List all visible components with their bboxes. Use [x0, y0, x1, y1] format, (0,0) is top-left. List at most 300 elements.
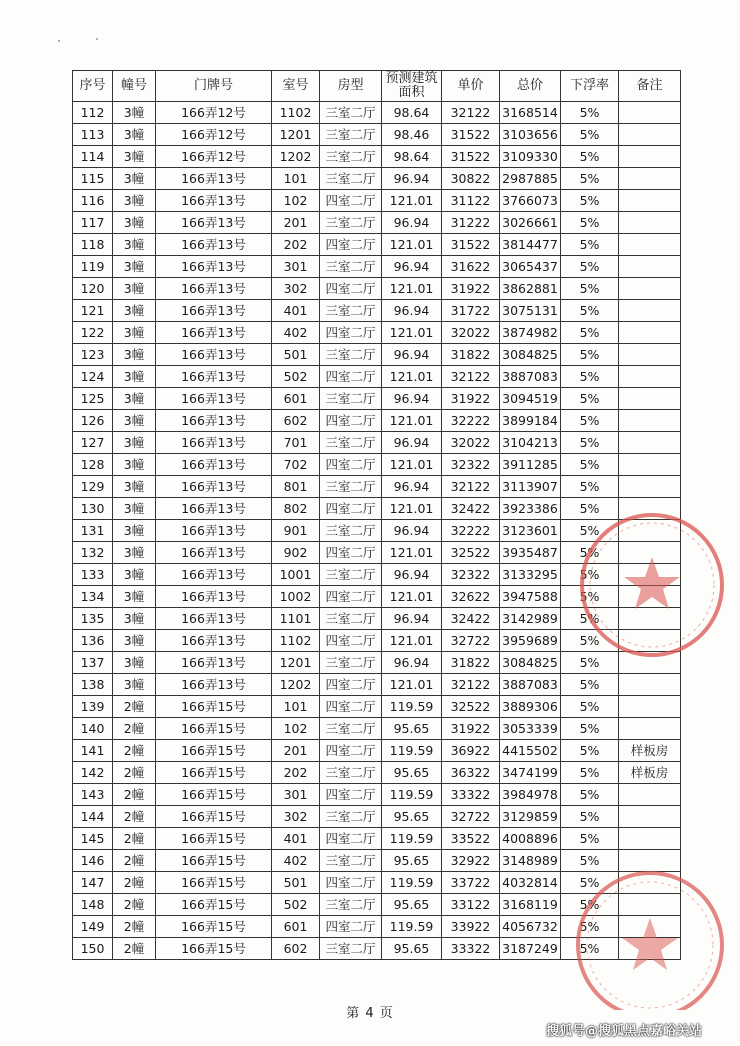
cell-room-no: 1201 [272, 124, 320, 146]
cell-layout: 四室二厅 [320, 586, 382, 608]
cell-building: 3幢 [113, 608, 156, 630]
cell-door-no: 166弄13号 [156, 652, 272, 674]
cell-discount: 5% [561, 806, 619, 828]
cell-seq: 124 [73, 366, 113, 388]
cell-discount: 5% [561, 872, 619, 894]
cell-remark [619, 586, 681, 608]
cell-unit-price: 32322 [442, 564, 500, 586]
cell-seq: 118 [73, 234, 113, 256]
cell-area: 121.01 [382, 630, 442, 652]
cell-room-no: 601 [272, 388, 320, 410]
cell-discount: 5% [561, 696, 619, 718]
cell-room-no: 1102 [272, 630, 320, 652]
col-header-discount: 下浮率 [561, 71, 619, 102]
cell-door-no: 166弄13号 [156, 322, 272, 344]
cell-building: 3幢 [113, 278, 156, 300]
cell-layout: 四室二厅 [320, 234, 382, 256]
cell-room-no: 402 [272, 850, 320, 872]
cell-total-price: 3923386 [500, 498, 561, 520]
cell-area: 119.59 [382, 916, 442, 938]
table-row [73, 278, 681, 300]
table-row [73, 762, 681, 784]
cell-discount: 5% [561, 454, 619, 476]
cell-building: 3幢 [113, 190, 156, 212]
cell-room-no: 402 [272, 322, 320, 344]
cell-door-no: 166弄15号 [156, 784, 272, 806]
cell-building: 3幢 [113, 520, 156, 542]
cell-door-no: 166弄12号 [156, 146, 272, 168]
cell-discount: 5% [561, 300, 619, 322]
cell-seq: 121 [73, 300, 113, 322]
cell-layout: 三室二厅 [320, 718, 382, 740]
cell-door-no: 166弄15号 [156, 872, 272, 894]
col-header-seq: 序号 [73, 71, 113, 102]
cell-area: 119.59 [382, 872, 442, 894]
table-row [73, 784, 681, 806]
cell-area: 119.59 [382, 828, 442, 850]
table-row [73, 300, 681, 322]
table-row [73, 916, 681, 938]
cell-remark [619, 828, 681, 850]
table-row [73, 498, 681, 520]
cell-total-price: 3109330 [500, 146, 561, 168]
cell-area: 121.01 [382, 454, 442, 476]
cell-remark [619, 234, 681, 256]
cell-layout: 四室二厅 [320, 784, 382, 806]
cell-remark [619, 784, 681, 806]
cell-building: 2幢 [113, 872, 156, 894]
cell-remark [619, 102, 681, 124]
cell-door-no: 166弄15号 [156, 828, 272, 850]
cell-total-price: 3104213 [500, 432, 561, 454]
cell-seq: 136 [73, 630, 113, 652]
cell-total-price: 3148989 [500, 850, 561, 872]
cell-remark [619, 322, 681, 344]
cell-room-no: 302 [272, 278, 320, 300]
cell-remark [619, 146, 681, 168]
cell-area: 121.01 [382, 498, 442, 520]
cell-layout: 四室二厅 [320, 322, 382, 344]
cell-total-price: 2987885 [500, 168, 561, 190]
cell-unit-price: 32122 [442, 674, 500, 696]
cell-layout: 三室二厅 [320, 300, 382, 322]
cell-remark [619, 124, 681, 146]
cell-discount: 5% [561, 652, 619, 674]
table-row [73, 520, 681, 542]
cell-area: 96.94 [382, 564, 442, 586]
cell-building: 3幢 [113, 322, 156, 344]
cell-layout: 四室二厅 [320, 630, 382, 652]
cell-door-no: 166弄13号 [156, 630, 272, 652]
cell-area: 95.65 [382, 806, 442, 828]
cell-remark [619, 498, 681, 520]
cell-unit-price: 32922 [442, 850, 500, 872]
cell-discount: 5% [561, 630, 619, 652]
cell-remark [619, 256, 681, 278]
cell-total-price: 4008896 [500, 828, 561, 850]
cell-unit-price: 33522 [442, 828, 500, 850]
cell-discount: 5% [561, 366, 619, 388]
cell-total-price: 3862881 [500, 278, 561, 300]
cell-unit-price: 36922 [442, 740, 500, 762]
cell-door-no: 166弄13号 [156, 608, 272, 630]
cell-layout: 四室二厅 [320, 454, 382, 476]
cell-remark: 样板房 [619, 740, 681, 762]
cell-room-no: 902 [272, 542, 320, 564]
cell-building: 2幢 [113, 784, 156, 806]
cell-door-no: 166弄12号 [156, 124, 272, 146]
cell-door-no: 166弄13号 [156, 256, 272, 278]
table-row [73, 542, 681, 564]
cell-total-price: 3123601 [500, 520, 561, 542]
table-body [73, 102, 681, 960]
cell-door-no: 166弄13号 [156, 168, 272, 190]
cell-room-no: 602 [272, 938, 320, 960]
cell-layout: 三室二厅 [320, 806, 382, 828]
cell-layout: 三室二厅 [320, 102, 382, 124]
cell-seq: 150 [73, 938, 113, 960]
cell-layout: 三室二厅 [320, 938, 382, 960]
cell-layout: 四室二厅 [320, 828, 382, 850]
cell-seq: 147 [73, 872, 113, 894]
cell-area: 96.94 [382, 256, 442, 278]
cell-discount: 5% [561, 278, 619, 300]
cell-seq: 133 [73, 564, 113, 586]
cell-area: 121.01 [382, 366, 442, 388]
cell-unit-price: 31822 [442, 344, 500, 366]
cell-room-no: 202 [272, 234, 320, 256]
cell-remark [619, 916, 681, 938]
cell-discount: 5% [561, 124, 619, 146]
cell-remark [619, 476, 681, 498]
cell-layout: 三室二厅 [320, 894, 382, 916]
cell-building: 2幢 [113, 806, 156, 828]
table-row [73, 366, 681, 388]
cell-door-no: 166弄13号 [156, 586, 272, 608]
cell-seq: 112 [73, 102, 113, 124]
cell-seq: 139 [73, 696, 113, 718]
cell-layout: 三室二厅 [320, 476, 382, 498]
cell-area: 95.65 [382, 762, 442, 784]
cell-building: 3幢 [113, 432, 156, 454]
cell-layout: 三室二厅 [320, 256, 382, 278]
cell-discount: 5% [561, 102, 619, 124]
cell-door-no: 166弄13号 [156, 564, 272, 586]
cell-discount: 5% [561, 146, 619, 168]
table-row [73, 564, 681, 586]
cell-discount: 5% [561, 828, 619, 850]
cell-total-price: 3947588 [500, 586, 561, 608]
cell-total-price: 3168119 [500, 894, 561, 916]
cell-door-no: 166弄13号 [156, 432, 272, 454]
cell-layout: 四室二厅 [320, 696, 382, 718]
cell-room-no: 1202 [272, 674, 320, 696]
cell-unit-price: 31522 [442, 234, 500, 256]
cell-layout: 三室二厅 [320, 608, 382, 630]
cell-unit-price: 32422 [442, 498, 500, 520]
cell-room-no: 102 [272, 190, 320, 212]
table-row [73, 146, 681, 168]
table-row [73, 344, 681, 366]
cell-total-price: 3053339 [500, 718, 561, 740]
cell-remark [619, 454, 681, 476]
cell-building: 2幢 [113, 938, 156, 960]
cell-building: 3幢 [113, 674, 156, 696]
cell-door-no: 166弄13号 [156, 278, 272, 300]
cell-door-no: 166弄13号 [156, 234, 272, 256]
cell-room-no: 302 [272, 806, 320, 828]
table-row [73, 234, 681, 256]
cell-total-price: 3133295 [500, 564, 561, 586]
table-row [73, 454, 681, 476]
cell-remark [619, 542, 681, 564]
cell-area: 96.94 [382, 432, 442, 454]
cell-layout: 四室二厅 [320, 190, 382, 212]
cell-door-no: 166弄15号 [156, 938, 272, 960]
cell-total-price: 3065437 [500, 256, 561, 278]
table-row [73, 696, 681, 718]
cell-unit-price: 31522 [442, 124, 500, 146]
table-row [73, 322, 681, 344]
cell-door-no: 166弄12号 [156, 102, 272, 124]
cell-remark [619, 564, 681, 586]
cell-area: 121.01 [382, 322, 442, 344]
cell-unit-price: 32122 [442, 102, 500, 124]
cell-area: 95.65 [382, 850, 442, 872]
cell-area: 96.94 [382, 300, 442, 322]
cell-door-no: 166弄15号 [156, 762, 272, 784]
cell-door-no: 166弄13号 [156, 542, 272, 564]
cell-seq: 135 [73, 608, 113, 630]
cell-building: 2幢 [113, 718, 156, 740]
cell-remark [619, 520, 681, 542]
cell-building: 3幢 [113, 212, 156, 234]
cell-layout: 四室二厅 [320, 674, 382, 696]
cell-seq: 142 [73, 762, 113, 784]
col-header-building: 幢号 [113, 71, 156, 102]
cell-area: 121.01 [382, 410, 442, 432]
cell-total-price: 3887083 [500, 674, 561, 696]
cell-unit-price: 31522 [442, 146, 500, 168]
col-header-unit-price: 单价 [442, 71, 500, 102]
cell-building: 3幢 [113, 388, 156, 410]
cell-remark [619, 806, 681, 828]
cell-room-no: 1202 [272, 146, 320, 168]
cell-unit-price: 32422 [442, 608, 500, 630]
cell-total-price: 3935487 [500, 542, 561, 564]
cell-area: 96.94 [382, 388, 442, 410]
cell-unit-price: 32522 [442, 542, 500, 564]
cell-unit-price: 32122 [442, 366, 500, 388]
cell-area: 96.94 [382, 476, 442, 498]
cell-building: 3幢 [113, 454, 156, 476]
cell-room-no: 401 [272, 300, 320, 322]
cell-seq: 126 [73, 410, 113, 432]
cell-room-no: 1001 [272, 564, 320, 586]
cell-area: 98.64 [382, 102, 442, 124]
cell-discount: 5% [561, 190, 619, 212]
cell-door-no: 166弄15号 [156, 850, 272, 872]
cell-discount: 5% [561, 212, 619, 234]
cell-total-price: 3911285 [500, 454, 561, 476]
cell-building: 3幢 [113, 234, 156, 256]
cell-discount: 5% [561, 674, 619, 696]
cell-total-price: 3474199 [500, 762, 561, 784]
col-header-layout: 房型 [320, 71, 382, 102]
cell-discount: 5% [561, 234, 619, 256]
cell-building: 3幢 [113, 168, 156, 190]
cell-door-no: 166弄15号 [156, 894, 272, 916]
cell-discount: 5% [561, 762, 619, 784]
cell-total-price: 3168514 [500, 102, 561, 124]
cell-area: 96.94 [382, 652, 442, 674]
cell-door-no: 166弄15号 [156, 806, 272, 828]
cell-room-no: 501 [272, 344, 320, 366]
cell-area: 98.64 [382, 146, 442, 168]
cell-total-price: 3887083 [500, 366, 561, 388]
table-row [73, 740, 681, 762]
cell-unit-price: 31922 [442, 718, 500, 740]
cell-layout: 三室二厅 [320, 652, 382, 674]
cell-building: 3幢 [113, 124, 156, 146]
cell-area: 95.65 [382, 938, 442, 960]
cell-discount: 5% [561, 938, 619, 960]
cell-seq: 114 [73, 146, 113, 168]
cell-building: 3幢 [113, 256, 156, 278]
cell-area: 96.94 [382, 212, 442, 234]
table-row [73, 124, 681, 146]
cell-remark [619, 278, 681, 300]
cell-layout: 三室二厅 [320, 146, 382, 168]
table-row [73, 608, 681, 630]
cell-seq: 145 [73, 828, 113, 850]
cell-area: 121.01 [382, 542, 442, 564]
scan-speck [58, 40, 60, 42]
cell-building: 3幢 [113, 564, 156, 586]
cell-room-no: 1201 [272, 652, 320, 674]
cell-discount: 5% [561, 256, 619, 278]
cell-unit-price: 33322 [442, 784, 500, 806]
cell-discount: 5% [561, 344, 619, 366]
cell-unit-price: 32122 [442, 476, 500, 498]
col-header-total-price: 总价 [500, 71, 561, 102]
cell-door-no: 166弄15号 [156, 696, 272, 718]
cell-door-no: 166弄13号 [156, 476, 272, 498]
cell-unit-price: 32022 [442, 432, 500, 454]
cell-room-no: 202 [272, 762, 320, 784]
cell-seq: 117 [73, 212, 113, 234]
cell-room-no: 102 [272, 718, 320, 740]
cell-area: 98.46 [382, 124, 442, 146]
cell-building: 3幢 [113, 300, 156, 322]
table-header-row [73, 71, 681, 102]
cell-discount: 5% [561, 894, 619, 916]
cell-door-no: 166弄13号 [156, 212, 272, 234]
cell-door-no: 166弄13号 [156, 674, 272, 696]
cell-discount: 5% [561, 916, 619, 938]
cell-total-price: 3103656 [500, 124, 561, 146]
cell-seq: 134 [73, 586, 113, 608]
cell-seq: 120 [73, 278, 113, 300]
cell-total-price: 3814477 [500, 234, 561, 256]
cell-room-no: 702 [272, 454, 320, 476]
cell-seq: 129 [73, 476, 113, 498]
cell-unit-price: 33722 [442, 872, 500, 894]
cell-total-price: 3094519 [500, 388, 561, 410]
cell-building: 3幢 [113, 410, 156, 432]
cell-layout: 四室二厅 [320, 366, 382, 388]
cell-total-price: 3142989 [500, 608, 561, 630]
cell-layout: 四室二厅 [320, 410, 382, 432]
cell-door-no: 166弄15号 [156, 718, 272, 740]
cell-layout: 三室二厅 [320, 850, 382, 872]
cell-total-price: 4415502 [500, 740, 561, 762]
cell-discount: 5% [561, 498, 619, 520]
cell-layout: 四室二厅 [320, 916, 382, 938]
cell-layout: 三室二厅 [320, 762, 382, 784]
cell-discount: 5% [561, 586, 619, 608]
cell-remark [619, 366, 681, 388]
cell-remark [619, 674, 681, 696]
cell-unit-price: 32222 [442, 410, 500, 432]
cell-building: 2幢 [113, 916, 156, 938]
table-row [73, 718, 681, 740]
cell-area: 121.01 [382, 278, 442, 300]
cell-discount: 5% [561, 410, 619, 432]
cell-building: 3幢 [113, 344, 156, 366]
cell-unit-price: 32622 [442, 586, 500, 608]
cell-remark [619, 212, 681, 234]
table-row [73, 850, 681, 872]
cell-room-no: 1101 [272, 608, 320, 630]
cell-building: 3幢 [113, 476, 156, 498]
scan-speck [96, 38, 98, 40]
cell-building: 3幢 [113, 146, 156, 168]
cell-building: 3幢 [113, 586, 156, 608]
cell-building: 2幢 [113, 828, 156, 850]
cell-remark [619, 872, 681, 894]
cell-seq: 122 [73, 322, 113, 344]
cell-area: 121.01 [382, 190, 442, 212]
cell-area: 121.01 [382, 234, 442, 256]
table-row [73, 388, 681, 410]
cell-seq: 127 [73, 432, 113, 454]
cell-door-no: 166弄15号 [156, 740, 272, 762]
cell-remark [619, 190, 681, 212]
cell-room-no: 801 [272, 476, 320, 498]
cell-unit-price: 32322 [442, 454, 500, 476]
cell-seq: 144 [73, 806, 113, 828]
cell-discount: 5% [561, 850, 619, 872]
cell-total-price: 3889306 [500, 696, 561, 718]
cell-unit-price: 32222 [442, 520, 500, 542]
cell-layout: 四室二厅 [320, 278, 382, 300]
cell-area: 96.94 [382, 608, 442, 630]
cell-remark [619, 410, 681, 432]
cell-discount: 5% [561, 718, 619, 740]
cell-remark: 样板房 [619, 762, 681, 784]
cell-remark [619, 652, 681, 674]
cell-layout: 三室二厅 [320, 344, 382, 366]
cell-room-no: 601 [272, 916, 320, 938]
cell-room-no: 901 [272, 520, 320, 542]
cell-door-no: 166弄13号 [156, 520, 272, 542]
price-table [72, 70, 681, 960]
table-row [73, 476, 681, 498]
cell-total-price: 3084825 [500, 344, 561, 366]
cell-total-price: 3984978 [500, 784, 561, 806]
cell-seq: 130 [73, 498, 113, 520]
